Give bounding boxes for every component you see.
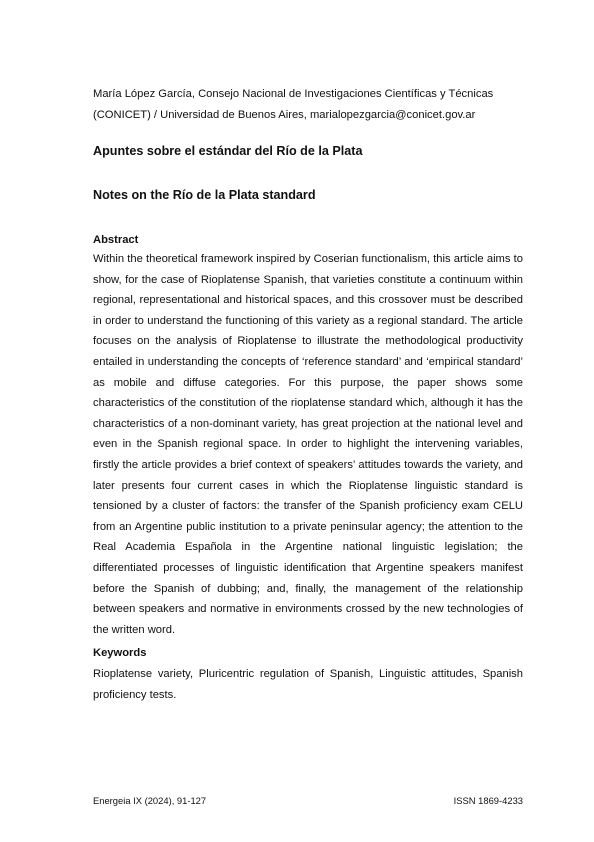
abstract-heading: Abstract bbox=[93, 234, 139, 246]
footer-journal-citation: Energeia IX (2024), 91-127 bbox=[93, 795, 207, 806]
title-english: Notes on the Río de la Plata standard bbox=[93, 188, 316, 202]
keywords-text: Rioplatense variety, Pluricentric regulation of Spanish, Linguistic attitudes, Spanish proficiency tests. bbox=[93, 668, 523, 701]
footer-issn: ISSN 1869-4233 bbox=[453, 795, 523, 806]
title-spanish: Apuntes sobre el estándar del Río de la Plata bbox=[93, 144, 363, 158]
keywords-heading: Keywords bbox=[93, 647, 147, 659]
author-affiliation: María López García, Consejo Nacional de Investigaciones Científicas y Técnicas (CONICET) / Universidad de Buenos Aires, marialopezgarcia@conicet.gov.ar bbox=[93, 88, 494, 121]
abstract-text: Within the theoretical framework inspired by Coserian functionalism, this article aims to show, for the case of Rioplatense Spanish, that varieties constitute a continuum within regional, representational and historical spaces, and this crossover must be described in order to understand the functioning of this variety as a regional standard. The article focuses on the analysis of Rioplatense to illustrate the methodological productivity entailed in understanding the concepts of ‘reference standard’ and ‘empirical standard’ as mobile and diffuse categories. For this purpose, the paper shows some characteristics of the constitution of the rioplatense standard which, although it has the characteristics of a non-dominant variety, has great projection at the national level and even in the Spanish regional space. In order to highlight the intervening variables, firstly the article provides a brief context of speakers’ attitudes towards the variety, and later presents four current cases in which the Rioplatense linguistic standard is tensioned by a cluster of factors: the transfer of the Spanish proficiency exam CELU from an Argentine public institution to a private peninsular agency; the attention to the Real Academia Española in the Argentine national linguistic legislation; the differentiated processes of linguistic identification that Argentine speakers manifest before the Spanish of dubbing; and, finally, the management of the relationship between speakers and normative in environments crossed by the new technologies of the written word. bbox=[93, 253, 523, 636]
